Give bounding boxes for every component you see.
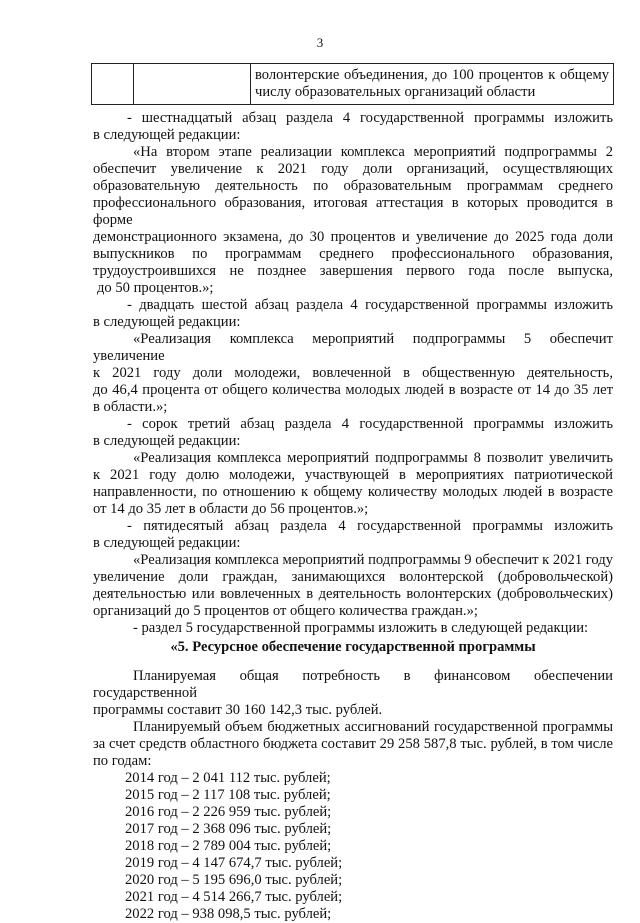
- amendment-item-continued: в следующей редакции:: [93, 433, 241, 449]
- list-item: 2016 год – 2 226 959 тыс. рублей;: [125, 804, 332, 820]
- quoted-text: до 50 процентов.»;: [97, 280, 214, 296]
- body-text: Планируемый объем бюджетных ассигнований государственной программы: [133, 719, 613, 735]
- amendment-item-continued: в следующей редакции:: [93, 535, 241, 551]
- quoted-text: от 14 до 35 лет в области до 56 процентов.»;: [93, 501, 369, 517]
- section-heading: «5. Ресурсное обеспечение государственной программы: [170, 639, 536, 655]
- quoted-text: «Реализация комплекса мероприятий подпрограммы 5 обеспечит увеличение: [93, 331, 613, 364]
- quoted-text: к 2021 году доли молодежи, вовлеченной в общественную деятельность,: [93, 365, 613, 381]
- amendment-item-continued: в следующей редакции:: [93, 127, 241, 143]
- quoted-text: профессионального образования, итоговая аттестация в которых проводится в форме: [93, 195, 613, 228]
- continuation-table: [91, 63, 614, 105]
- list-item: 2021 год – 4 514 266,7 тыс. рублей;: [125, 889, 343, 905]
- amendment-item: - пятидесятый абзац раздела 4 государственной программы изложить: [127, 518, 613, 534]
- page-number: 3: [316, 35, 324, 50]
- list-item: 2014 год – 2 041 112 тыс. рублей;: [125, 770, 331, 786]
- table-cell: [92, 64, 134, 105]
- body-text: Планируемая общая потребность в финансовом обеспечении государственной: [93, 668, 613, 701]
- amendment-item: - раздел 5 государственной программы изложить в следующей редакции:: [133, 620, 589, 636]
- quoted-text: направленности, по отношению к общему количеству молодых людей в возрасте: [93, 484, 613, 500]
- quoted-text: образовательную деятельность по образовательным программам среднего: [93, 178, 613, 194]
- quoted-text: «Реализация комплекса мероприятий подпрограммы 9 обеспечит к 2021 году: [133, 552, 613, 568]
- amendment-item: - двадцать шестой абзац раздела 4 государственной программы изложить: [127, 297, 613, 313]
- table-cell: [134, 64, 251, 105]
- quoted-text: демонстрационного экзамена, до 30 процентов и увеличение до 2025 года доли: [93, 229, 613, 245]
- amendment-item: - сорок третий абзац раздела 4 государственной программы изложить: [127, 416, 613, 432]
- quoted-text: в области.»;: [93, 399, 168, 415]
- quoted-text: увеличение доли граждан, занимающихся волонтерской (добровольческой): [93, 569, 613, 585]
- list-item: 2018 год – 2 789 004 тыс. рублей;: [125, 838, 332, 854]
- list-item: 2020 год – 5 195 696,0 тыс. рублей;: [125, 872, 343, 888]
- body-text: по годам:: [93, 753, 152, 769]
- quoted-text: «На втором этапе реализации комплекса мероприятий подпрограммы 2: [133, 144, 613, 160]
- quoted-text: к 2021 году долю молодежи, участвующей в мероприятиях патриотической: [93, 467, 613, 483]
- amendment-item: - шестнадцатый абзац раздела 4 государственной программы изложить: [127, 110, 613, 126]
- quoted-text: обеспечит увеличение к 2021 году доли организаций, осуществляющих: [93, 161, 613, 177]
- quoted-text: трудоустроившихся не позднее завершения первого года после выпуска,: [93, 263, 613, 279]
- list-item: 2017 год – 2 368 096 тыс. рублей;: [125, 821, 332, 837]
- body-text: программы составит 30 160 142,3 тыс. рублей.: [93, 702, 383, 718]
- yearly-allocations: [93, 770, 613, 923]
- quoted-text: до 46,4 процента от общего количества молодых людей в возрасте от 14 до 35 лет: [93, 382, 613, 398]
- quoted-text: «Реализация комплекса мероприятий подпрограммы 8 позволит увеличить: [133, 450, 613, 466]
- list-item: 2015 год – 2 117 108 тыс. рублей;: [125, 787, 331, 803]
- list-item: 2022 год – 938 098,5 тыс. рублей;: [125, 906, 332, 922]
- quoted-text: организаций до 5 процентов от общего количества граждан.»;: [93, 603, 478, 619]
- amendment-item-continued: в следующей редакции:: [93, 314, 241, 330]
- list-item: 2019 год – 4 147 674,7 тыс. рублей;: [125, 855, 343, 871]
- table-row: [92, 64, 614, 105]
- quoted-text: выпускников по программам среднего профессионального образования,: [93, 246, 613, 262]
- document-body: [93, 110, 613, 923]
- table-cell: волонтерские объединения, до 100 процентов к общему числу образовательных организаций области: [251, 64, 614, 105]
- quoted-text: деятельностью или вовлеченных в деятельность волонтерских (добровольческих): [93, 586, 613, 602]
- body-text: за счет средств областного бюджета составит 29 258 587,8 тыс. рублей, в том числе: [93, 736, 613, 752]
